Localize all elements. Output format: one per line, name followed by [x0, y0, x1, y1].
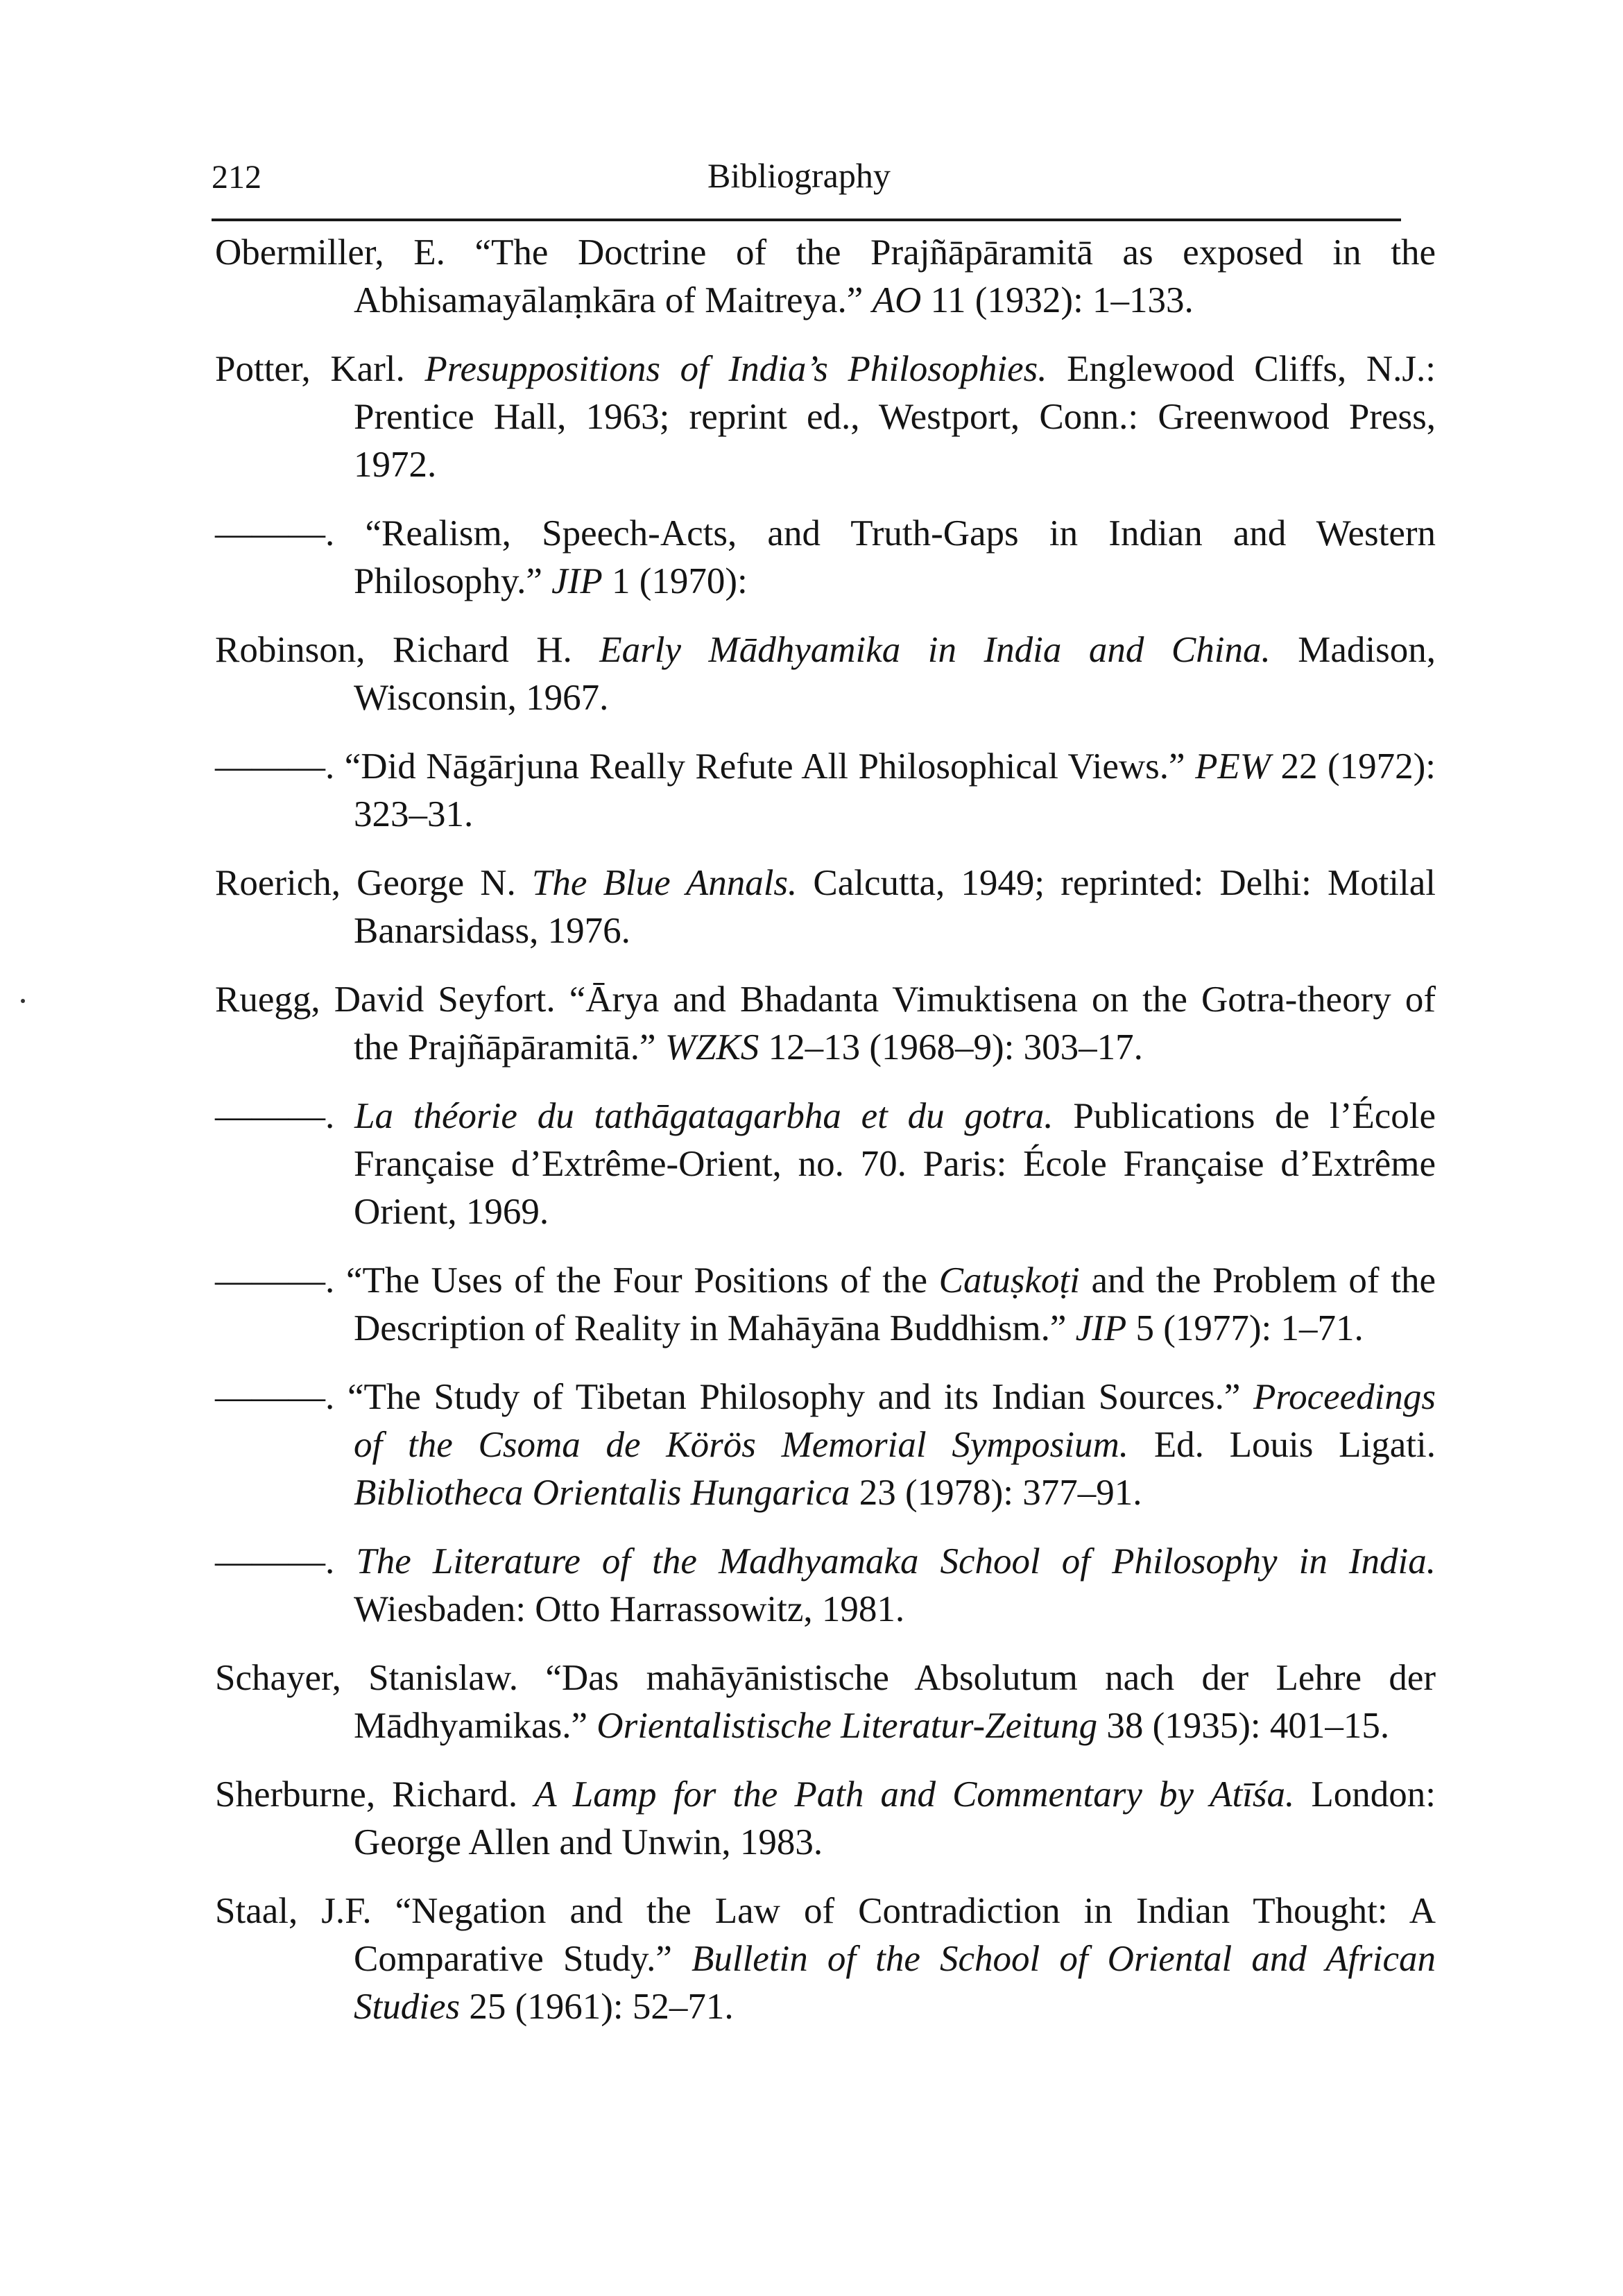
- entry-text: 11 (1932): 1–133.: [921, 280, 1194, 320]
- entry-text: ———.: [215, 1096, 355, 1136]
- entry-text: 23 (1978): 377–91.: [850, 1473, 1142, 1513]
- entry-text: Madison, Wisconsin, 1967.: [354, 630, 1436, 718]
- entry-text: Ed. Louis Ligati.: [1128, 1425, 1436, 1465]
- entry-text: 22 (1972): 323–31.: [354, 746, 1436, 834]
- entry-text: Wiesbaden: Otto Harrassowitz, 1981.: [354, 1589, 905, 1629]
- entry-text: “The Uses of the Four Positions of the: [345, 1260, 939, 1301]
- entry-text: Publications de l’École Française d’Extrême-Orient, no. 70. Paris: École Française d’Extrême Orient, 1969.: [354, 1096, 1436, 1232]
- header-rule: [212, 219, 1401, 221]
- entry-title-italic: A Lamp for the Path and Commentary by Atīśa.: [534, 1774, 1295, 1815]
- entry-text: ———.: [215, 1260, 346, 1301]
- entry-text: Schayer, Stanislaw. “Das mahāyānistische Absolutum nach der Lehre der Mādhyamikas.”: [215, 1658, 1436, 1746]
- entry-title-italic: The Literature of the Madhyamaka School of Philosophy in India.: [356, 1541, 1436, 1582]
- entry-title-italic: Bulletin of the School of Oriental and African Studies: [354, 1939, 1436, 2027]
- entry-title-italic: The Blue Annals.: [531, 863, 798, 903]
- bibliography-entry: [215, 1257, 1436, 1353]
- bibliography-entry: [215, 345, 1436, 489]
- entry-text: Roerich, George N.: [215, 863, 532, 903]
- entry-text: 12–13 (1968–9): 303–17.: [759, 1027, 1143, 1068]
- entry-title-italic: Bibliotheca Orientalis Hungarica: [354, 1473, 850, 1513]
- entry-text: Potter, Karl.: [215, 349, 425, 389]
- entry-text: 1 (1970):: [602, 561, 748, 601]
- entry-title-italic: Orientalistische Literatur-Zeitung: [596, 1706, 1098, 1746]
- entry-text: Staal, J.F. “Negation and the Law of Contradiction in Indian Thought: A Comparative Study.”: [215, 1891, 1436, 1979]
- bibliography-entry: [215, 1093, 1436, 1236]
- entry-title-italic: Presuppositions of India’s Philosophies.: [424, 349, 1047, 389]
- entry-text: London: George Allen and Unwin, 1983.: [354, 1774, 1436, 1862]
- bibliography-entry: [215, 1771, 1436, 1867]
- entry-title-italic: JIP: [551, 561, 603, 601]
- entry-title-italic: Proceedings of the Csoma de Körös Memorial Symposium.: [354, 1377, 1436, 1465]
- entry-text: ———.: [215, 746, 345, 787]
- entry-text: and the Problem of the Description of Reality in Mahāyāna Buddhism.”: [354, 1260, 1436, 1348]
- running-head: Bibliography: [707, 156, 891, 195]
- bibliography-entry: [215, 976, 1436, 1072]
- bibliography-entry: [215, 626, 1436, 722]
- entry-title-italic: La théorie du tathāgatagarbha et du gotra.: [354, 1096, 1054, 1136]
- bibliography-entry: [215, 510, 1436, 606]
- entry-text: 25 (1961): 52–71.: [460, 1987, 734, 2027]
- entry-text: 5 (1977): 1–71.: [1126, 1308, 1364, 1348]
- entry-text: Calcutta, 1949; reprinted: Delhi: Motilal Banarsidass, 1976.: [354, 863, 1436, 951]
- entry-title-italic: JIP: [1075, 1308, 1127, 1348]
- bibliography-entry: [215, 743, 1436, 839]
- entry-text: 38 (1935): 401–15.: [1097, 1706, 1390, 1746]
- entry-text: Sherburne, Richard.: [215, 1774, 535, 1815]
- bibliography-entry: [215, 859, 1436, 955]
- entry-title-italic: Catuṣkoṭi: [938, 1260, 1080, 1301]
- margin-mark: [21, 999, 25, 1003]
- entry-text: ———.: [215, 1541, 357, 1582]
- entry-text: “Did Nāgārjuna Really Refute All Philosophical Views.”: [344, 746, 1196, 787]
- bibliography-entry: [215, 1887, 1436, 2031]
- entry-text: “The Study of Tibetan Philosophy and its Indian Sources.”: [347, 1377, 1254, 1417]
- bibliography-entry: [215, 1538, 1436, 1634]
- entry-text: “Realism, Speech-Acts, and Truth-Gaps in Indian and Western Philosophy.”: [354, 513, 1436, 601]
- bibliography-list: [215, 229, 1436, 2052]
- page-number: 212: [212, 159, 261, 196]
- entry-text: Englewood Cliffs, N.J.: Prentice Hall, 1963; reprint ed., Westport, Conn.: Greenwood Press, 1972.: [354, 349, 1436, 485]
- entry-title-italic: Early Mādhyamika in India and China.: [599, 630, 1271, 670]
- bibliography-entry: [215, 1373, 1436, 1517]
- bibliography-entry: [215, 1654, 1436, 1750]
- entry-title-italic: PEW: [1195, 746, 1271, 787]
- entry-title-italic: WZKS: [664, 1027, 759, 1068]
- entry-text: ———.: [215, 513, 366, 554]
- bibliography-entry: [215, 229, 1436, 325]
- entry-text: Robinson, Richard H.: [215, 630, 600, 670]
- entry-text: Ruegg, David Seyfort. “Ārya and Bhadanta Vimuktisena on the Gotra-theory of the Prajñāpāramitā.”: [215, 979, 1436, 1068]
- entry-text: Obermiller, E. “The Doctrine of the Prajñāpāramitā as exposed in the Abhisamayālaṃkāra of Maitreya.”: [215, 232, 1436, 320]
- entry-title-italic: AO: [872, 280, 922, 320]
- entry-text: ———.: [215, 1377, 347, 1417]
